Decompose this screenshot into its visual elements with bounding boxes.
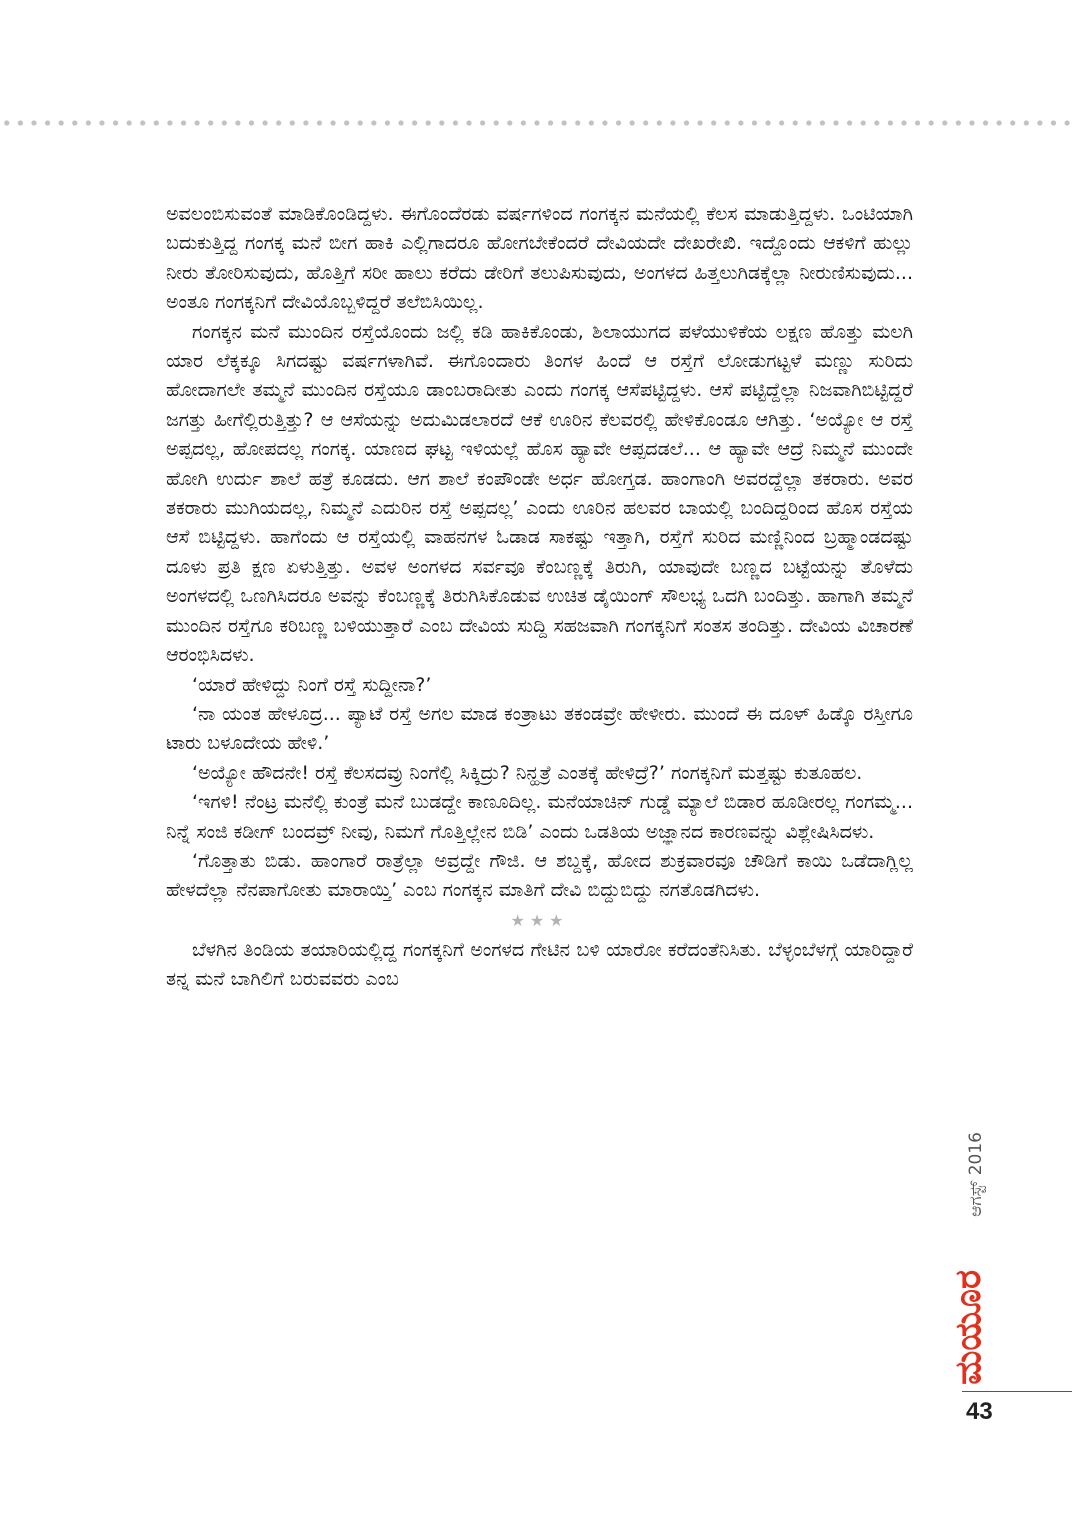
paragraph: ಬೆಳಗಿನ ತಿಂಡಿಯ ತಯಾರಿಯಲ್ಲಿದ್ದ ಗಂಗಕ್ಕನಿಗೆ ಅಂಗಳದ ಗೇಟಿನ ಬಳಿ ಯಾರೋ ಕರೆದಂತೆನಿಸಿತು. ಬೆಳ್ಳಂಬೆಳಗ್ಗೆ ಯಾರಿದ್ದಾರೆ ತನ್ನ ಮನೆ ಬಾಗಿಲಿಗೆ ಬರುವವರು ಎಂಬ (166, 938, 913, 991)
dotted-header-rule (0, 118, 1072, 128)
magazine-sidebar (948, 1120, 993, 1392)
paragraph: ಅವಲಂಬಿಸುವಂತೆ ಮಾಡಿಕೊಂಡಿದ್ದಳು. ಈಗೊಂದೆರಡು ವರ್ಷಗಳಿಂದ ಗಂಗಕ್ಕನ ಮನೆಯಲ್ಲಿ ಕೆಲಸ ಮಾಡುತ್ತಿದ್ದಳು. ಒಂಟಿಯಾಗಿ ಬದುಕುತ್ತಿದ್ದ ಗಂಗಕ್ಕ ಮನೆ ಬೀಗ ಹಾಕಿ ಎಲ್ಲಿಗಾದರೂ ಹೋಗಬೇಕೆಂದರೆ ದೇವಿಯದೇ ದೇಖರೇಖಿ. ಇದ್ದೊಂದು ಆಕಳಿಗೆ ಹುಲ್ಲು ನೀರು ತೋರಿಸುವುದು, ಹೊತ್ತಿಗೆ ಸರೀ ಹಾಲು ಕರೆದು ಡೇರಿಗೆ ತಲುಪಿಸುವುದು, ಅಂಗಳದ ಹಿತ್ತಲುಗಿಡಕ್ಕೆಲ್ಲಾ ನೀರುಣಿಸುವುದು... ಅಂತೂ ಗಂಗಕ್ಕನಿಗೆ ದೇವಿಯೊಬ್ಬಳಿದ್ದರೆ ತಲೆಬಿಸಿಯಿಲ್ಲ. (166, 203, 913, 314)
section-separator: ★★★ (510, 910, 569, 930)
issue-date: ಆಗಸ್ಟ್ 2016 (966, 1132, 986, 1217)
magazine-logo: ಮಯೂರ (948, 1270, 989, 1385)
dialogue-paragraph: ‘ನಾ ಯಂತ ಹೇಳೂದ್ರ... ಪ್ಯಾಟೆ ರಸ್ತೆ ಅಗಲ ಮಾಡ ಕಂತ್ರಾಟು ತಕಂಡವ್ರೇ ಹೇಳೀರು. ಮುಂದೆ ಈ ದೂಳ್ ಹಿಡ್ಕೊ ರಸ್ತೀಗೂ ಟಾರು ಬಳೂದೇಯ ಹೇಳಿ.’ (166, 702, 913, 755)
page-number: 43 (966, 1398, 993, 1425)
dialogue-paragraph: ‘ಇಗಳಿ! ನೆಂಟ್ರ ಮನೆಲ್ಲಿ ಕುಂತ್ರೆ ಮನೆ ಬುಡದ್ದೇ ಕಾಣೂದಿಲ್ಲ. ಮನೆಯಾಚಿನ್ ಗುಡ್ಡೆ ಮ್ಯಾಲೆ ಬಿಡಾರ ಹೂಡೀರಲ್ಲ ಗಂಗಮ್ಮ... ನಿನ್ನೆ ಸಂಜಿ ಕಡೀಗ್ ಬಂದವ್ರ್ ನೀವು, ನಿಮಗೆ ಗೊತ್ತಿಲ್ಲೇನ ಬಿಡಿ’ ಎಂದು ಒಡತಿಯ ಅಜ್ಞಾನದ ಕಾರಣವನ್ನು ವಿಶ್ಲೇಷಿಸಿದಳು. (166, 791, 913, 843)
article-body (166, 200, 913, 995)
dialogue-paragraph: ‘ಅಯ್ಯೋ ಹೌದನೇ! ರಸ್ತೆ ಕೆಲಸದವ್ರು ನಿಂಗೆಲ್ಲಿ ಸಿಕ್ಕಿದ್ರು? ನಿನ್ಹತ್ರೆ ಎಂತಕ್ಕೆ ಹೇಳಿದ್ರೆ?’ ಗಂಗಕ್ಕನಿಗೆ ಮತ್ತಷ್ಟು ಕುತೂಹಲ. (192, 761, 863, 784)
dialogue-paragraph: ‘ಯಾರೆ ಹೇಳಿದ್ದು ನಿಂಗೆ ರಸ್ತೆ ಸುದ್ದೀನಾ?’ (192, 673, 432, 696)
footer-rule (962, 1391, 1072, 1392)
dialogue-paragraph: ‘ಗೊತ್ತಾತು ಬಿಡು. ಹಾಂಗಾರೆ ರಾತ್ರೆಲ್ಲಾ ಅವ್ರದ್ದೇ ಗೌಜಿ. ಆ ಶಬ್ದಕ್ಕೆ, ಹೋದ ಶುಕ್ರವಾರವೂ ಚೌಡಿಗೆ ಕಾಯಿ ಒಡೆದಾಗ್ಲಿಲ್ಲ ಹೇಳದೆಲ್ಲಾ ನೆನಪಾಗೋತು ಮಾರಾಯ್ತಿ’ ಎಂಬ ಗಂಗಕ್ಕನ ಮಾತಿಗೆ ದೇವಿ ಬಿದ್ದುಬಿದ್ದು ನಗತೊಡಗಿದಳು. (166, 849, 913, 902)
paragraph: ಗಂಗಕ್ಕನ ಮನೆ ಮುಂದಿನ ರಸ್ತೆಯೊಂದು ಜಲ್ಲಿ ಕಡಿ ಹಾಕಿಕೊಂಡು, ಶಿಲಾಯುಗದ ಪಳೆಯುಳಿಕೆಯ ಲಕ್ಷಣ ಹೊತ್ತು ಮಲಗಿ ಯಾರ ಲೆಕ್ಕಕ್ಕೂ ಸಿಗದಷ್ಟು ವರ್ಷಗಳಾಗಿವೆ. ಈಗೊಂದಾರು ತಿಂಗಳ ಹಿಂದೆ ಆ ರಸ್ತೆಗೆ ಲೋಡುಗಟ್ಟಳೆ ಮಣ್ಣು ಸುರಿದು ಹೋದಾಗಲೇ ತಮ್ಮನೆ ಮುಂದಿನ ರಸ್ತೆಯೂ ಡಾಂಬರಾದೀತು ಎಂದು ಗಂಗಕ್ಕ ಆಸೆಪಟ್ಟಿದ್ದಳು. ಆಸೆ ಪಟ್ಟಿದ್ದೆಲ್ಲಾ ನಿಜವಾಗಿಬಿಟ್ಟಿದ್ದರೆ ಜಗತ್ತು ಹೀಗೆಲ್ಲಿರುತ್ತಿತ್ತು? ಆ ಆಸೆಯನ್ನು ಅದುಮಿಡಲಾರದೆ ಆಕೆ ಊರಿನ ಕೆಲವರಲ್ಲಿ ಹೇಳಿಕೊಂಡೂ ಆಗಿತ್ತು. ‘ಅಯ್ಯೋ ಆ ರಸ್ತೆ ಅಪ್ಪದಲ್ಲ, ಹೋಪದಲ್ಲ ಗಂಗಕ್ಕ. ಯಾಣದ ಘಟ್ಟ ಇಳಿಯಲ್ಲೆ ಹೊಸ ಹ್ಯಾವೇ ಆಪ್ಪದಡಲೆ... ಆ ಹ್ಯಾವೇ ಆದ್ರೆ ನಿಮ್ಮನೆ ಮುಂದೇ ಹೋಗಿ ಉರ್ದು ಶಾಲೆ ಹತ್ರೆ ಕೂಡದು. ಆಗ ಶಾಲೆ ಕಂಪೌಂಡೇ ಅರ್ಧ ಹೋಗ್ತಡ. ಹಾಂಗಾಂಗಿ ಅವರದ್ದೆಲ್ಲಾ ತಕರಾರು. ಅವರ ತಕರಾರು ಮುಗಿಯದಲ್ಲ, ನಿಮ್ಮನೆ ಎದುರಿನ ರಸ್ತೆ ಅಪ್ಪದಲ್ಲ’ ಎಂದು ಊರಿನ ಹಲವರ ಬಾಯಲ್ಲಿ ಬಂದಿದ್ದರಿಂದ ಹೊಸ ರಸ್ತೆಯ ಆಸೆ ಬಿಟ್ಟಿದ್ದಳು. ಹಾಗೆಂದು ಆ ರಸ್ತೆಯಲ್ಲಿ ವಾಹನಗಳ ಓಡಾಡ ಸಾಕಷ್ಟು ಇತ್ತಾಗಿ, ರಸ್ತೆಗೆ ಸುರಿದ ಮಣ್ಣಿನಿಂದ ಬ್ರಹ್ಮಾಂಡದಷ್ಟು ದೂಳು ಪ್ರತಿ ಕ್ಷಣ ಏಳುತ್ತಿತ್ತು. ಅವಳ ಅಂಗಳದ ಸರ್ವವೂ ಕೆಂಬಣ್ಣಕ್ಕೆ ತಿರುಗಿ, ಯಾವುದೇ ಬಣ್ಣದ ಬಟ್ಟೆಯನ್ನು ತೊಳೆದು ಅಂಗಳದಲ್ಲಿ ಒಣಗಿಸಿದರೂ ಅವನ್ನು ಕೆಂಬಣ್ಣಕ್ಕೆ ತಿರುಗಿಸಿಕೊಡುವ ಉಚಿತ ಡೈಯಿಂಗ್ ಸೌಲಭ್ಯ ಒದಗಿ ಬಂದಿತ್ತು. ಹಾಗಾಗಿ ತಮ್ಮನೆ ಮುಂದಿನ ರಸ್ತೆಗೂ ಕರಿಬಣ್ಣ ಬಳಿಯುತ್ತಾರೆ ಎಂಬ ದೇವಿಯ ಸುದ್ದಿ ಸಹಜವಾಗಿ ಗಂಗಕ್ಕನಿಗೆ ಸಂತಸ ತಂದಿತ್ತು. ದೇವಿಯ ವಿಚಾರಣೆ ಆರಂಭಿಸಿದಳು. (166, 320, 913, 667)
